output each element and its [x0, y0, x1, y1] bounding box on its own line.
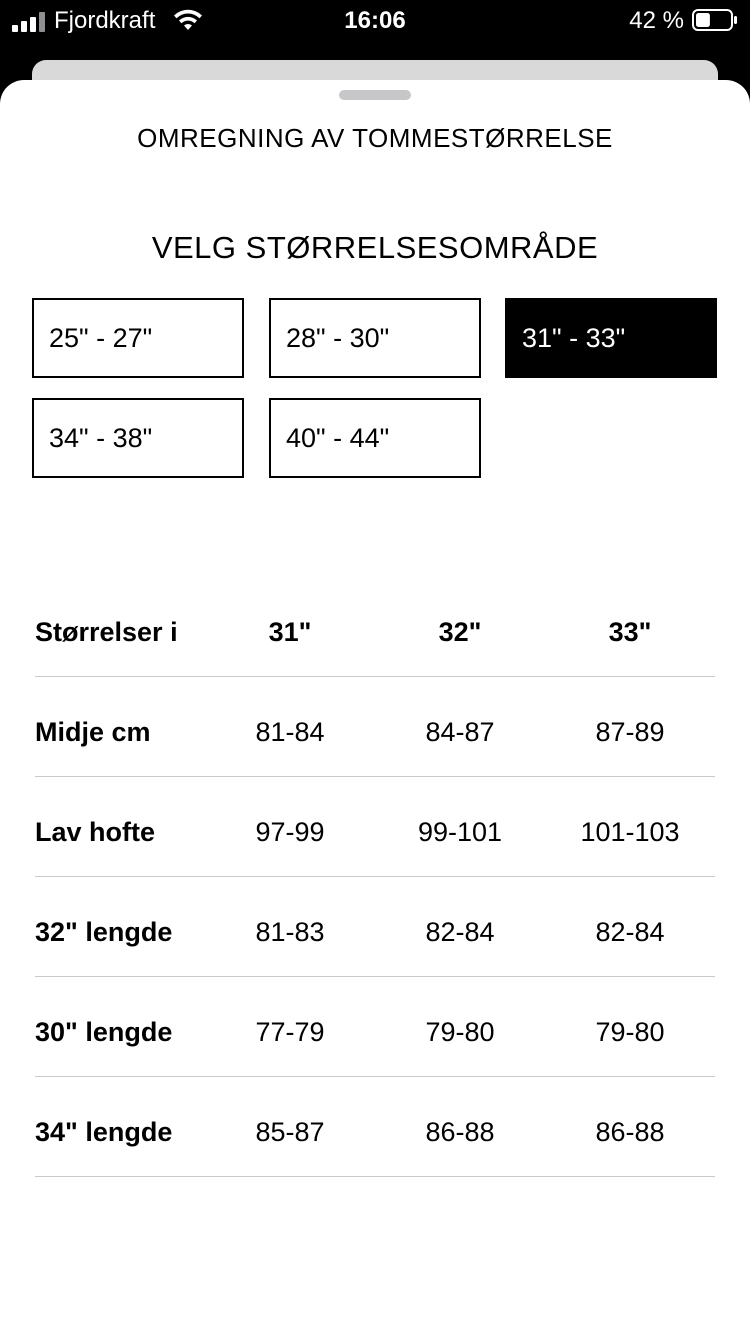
table-cell: 81-84 [255, 717, 325, 747]
section-title: VELG STØRRELSESOMRÅDE [151, 230, 599, 265]
table-cell: 87-89 [595, 717, 665, 747]
range-button-40-44[interactable]: 40" - 44" [269, 398, 481, 478]
table-cell: 97-99 [255, 817, 325, 847]
table-row [35, 777, 715, 877]
battery-icon [692, 9, 738, 31]
table-header-col-2: 32" [438, 617, 482, 647]
table-row [35, 977, 715, 1077]
table-header-row [35, 577, 715, 677]
table-header-col-1: 31" [268, 617, 312, 647]
size-table [35, 577, 715, 1177]
range-button-25-27[interactable]: 25" - 27" [32, 298, 244, 378]
battery-percent: 42 % [629, 7, 684, 34]
table-row [35, 677, 715, 777]
table-row [35, 1077, 715, 1177]
table-cell: 86-88 [425, 1117, 495, 1147]
row-label: Lav hofte [35, 817, 156, 847]
table-row [35, 877, 715, 977]
table-cell: 81-83 [255, 917, 325, 947]
table-cell: 79-80 [595, 1017, 665, 1047]
sheet-title: OMREGNING AV TOMMESTØRRELSE [137, 123, 613, 153]
row-label: 34" lengde [35, 1117, 173, 1147]
row-label: 32" lengde [35, 917, 173, 947]
range-button-34-38[interactable]: 34" - 38" [32, 398, 244, 478]
table-cell: 101-103 [580, 817, 680, 847]
row-label: 30" lengde [35, 1017, 173, 1047]
table-cell: 77-79 [255, 1017, 325, 1047]
carrier-name: Fjordkraft [54, 7, 156, 34]
table-header-label: Størrelser i [35, 617, 178, 647]
table-cell: 85-87 [255, 1117, 325, 1147]
row-label: Midje cm [35, 717, 151, 747]
range-button-28-30[interactable]: 28" - 30" [269, 298, 481, 378]
sheet-grabber-handle[interactable] [339, 90, 411, 100]
status-bar [0, 0, 750, 44]
table-header-col-3: 33" [608, 617, 652, 647]
range-button-31-33[interactable]: 31" - 33" [505, 298, 717, 378]
table-cell: 82-84 [425, 917, 495, 947]
table-cell: 84-87 [425, 717, 495, 747]
table-cell: 82-84 [595, 917, 665, 947]
status-time: 16:06 [344, 7, 406, 34]
table-cell: 86-88 [595, 1117, 665, 1147]
table-cell: 99-101 [417, 817, 503, 847]
table-cell: 79-80 [425, 1017, 495, 1047]
